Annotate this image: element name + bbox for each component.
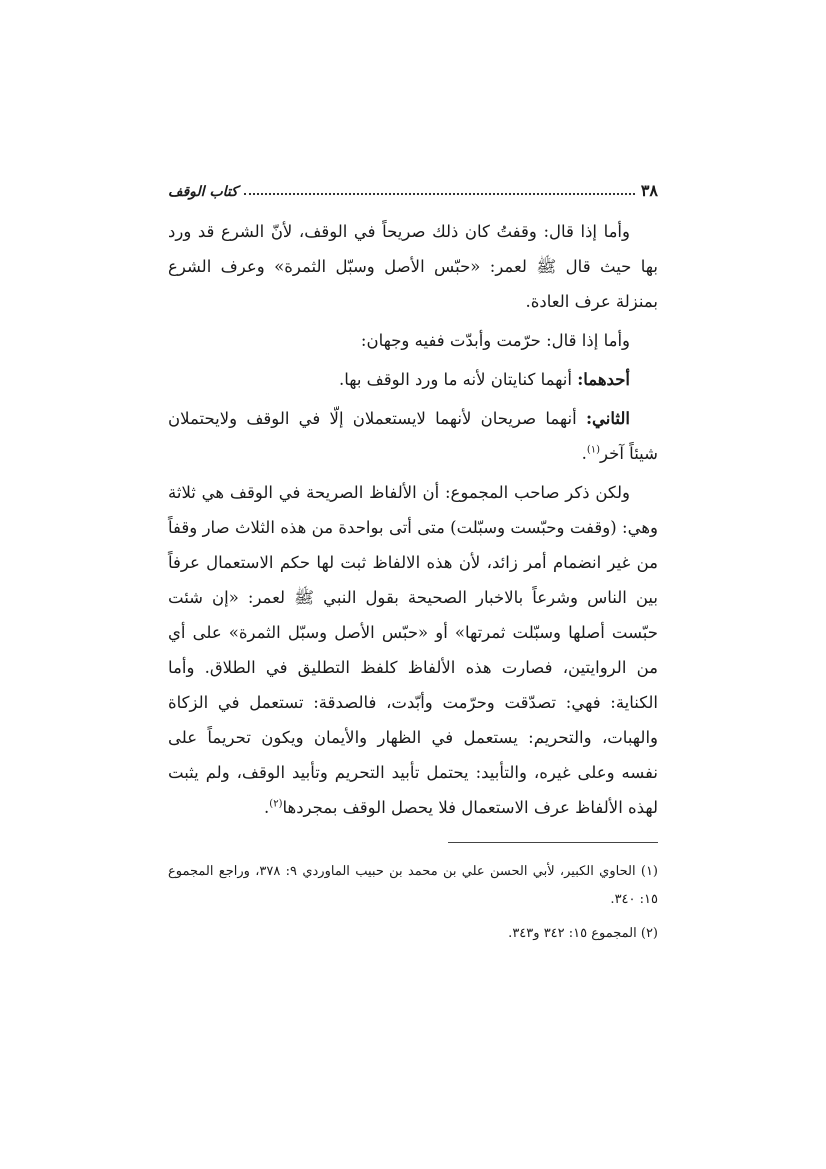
paragraph-2: وأما إذا قال: حرّمت وأبدّت ففيه وجهان: — [360, 331, 630, 350]
first-view-text: أنهما كنايتان لأنه ما ورد الوقف بها. — [338, 370, 578, 389]
footnote-2: (٢) المجموع ١٥: ٣٤٢ و٣٤٣. — [508, 926, 658, 941]
paragraph-5-text: ولكن ذكر صاحب المجموع: أن الألفاظ الصريحة في الوقف هي ثلاثة وهي: (وقفت وحبّست وسبّلت) متى أتى بواحدة من هذه الثلاث صار وقفاً من غير انضمام أمر زائد، لأن هذه الالفاظ ثبت لها حكم الاستعمال عرفاً بين الناس وشرعاً بالاخبار الصحيحة بقول النبي ﷺ لعمر: «إن شئت حبّست أصلها وسبّلت ثمرتها» أو «حبّس الأصل وسبّل الثمرة» على أي من الروايتين، فصارت هذه الألفاظ كلفظ التطليق في الطلاق. وأما الكناية: فهي: تصدّقت وحرّمت وأبّدت، فالصدقة: تستعمل في الزكاة والهبات، والتحريم: يستعمل في الظهار والأيمان ويكون تحريماً على نفسه وعلى غيره، والتأبيد: يحتمل تأبيد التحريم وتأبيد الوقف، ولم يثبت لهذه الألفاظ عرف الاستعمال فلا يحصل الوقف بمجردها — [168, 483, 658, 817]
paragraph-4: الثاني: أنهما صريحان لأنهما لايستعملان إلّا في الوقف ولايحتملان شيئاً آخر$^{(١)}$. — [168, 409, 658, 463]
paragraph-1: وأما إذا قال: وقفتُ كان ذلك صريحاً في الوقف، لأنّ الشرع قد ورد بها حيث قال ﷺ لعمر: «حبّس الأصل وسبّل الثمرة» وعرف الشرع بمنزلة عرف العادة. — [168, 222, 658, 311]
first-view-label: أحدهما: — [577, 370, 630, 389]
footnote-ref-1: (١) — [586, 444, 601, 456]
footnote-1: (١) الحاوي الكبير، لأبي الحسن علي بن محمد بن حبيب الماوردي ٩: ٣٧٨، وراجع المجموع ١٥: ٣٤٠. — [168, 864, 658, 907]
second-view-text: أنهما صريحان لأنهما لايستعملان إلّا في الوقف ولايحتملان شيئاً آخر — [168, 409, 658, 463]
page-header — [168, 176, 658, 200]
second-view-label: الثاني: — [585, 409, 630, 428]
footnote-ref-2: (٢) — [269, 798, 283, 810]
header-dotted-leader — [244, 192, 635, 195]
paragraph-3 — [168, 362, 658, 397]
footnotes — [168, 858, 658, 954]
book-title: كتاب الوقف — [168, 184, 238, 200]
footnote-separator — [448, 842, 658, 843]
main-text — [168, 214, 658, 829]
page-number: ٣٨ — [640, 181, 658, 200]
paragraph-5 — [168, 475, 658, 825]
paragraph-5-end: . — [264, 798, 270, 817]
